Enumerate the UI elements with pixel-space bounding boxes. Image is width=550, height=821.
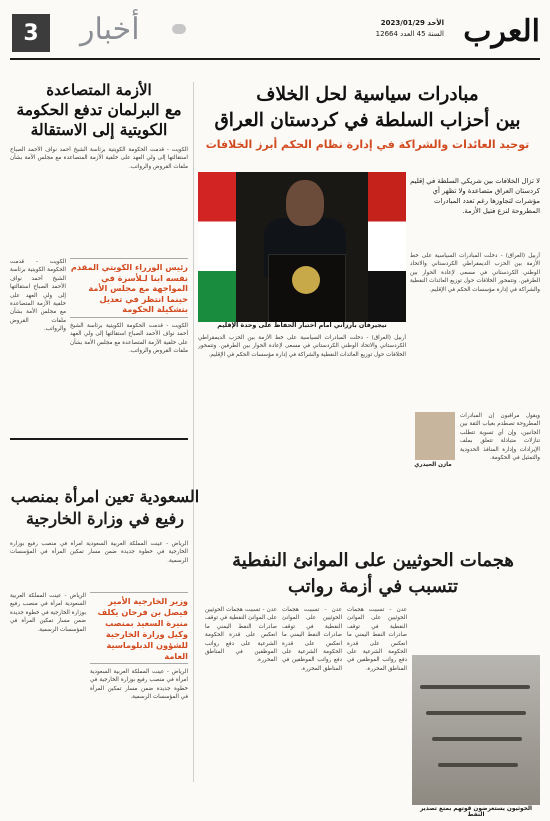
iraq-flag bbox=[368, 172, 406, 322]
houthi-body-3: عدن - تسببت هجمات الحوثيين على الموانئ النفطية في توقف صادرات النفط اليمني ما انعكس على قدرة الحكومة الشرعية على دفع رواتب الموظفين في المناطق المحررة. bbox=[347, 607, 407, 672]
emblem-icon bbox=[292, 266, 320, 294]
page-number: 3 bbox=[12, 14, 50, 52]
newspaper-logo: العرب bbox=[463, 14, 540, 49]
houthi-photo-caption: الحوثيون يستعرضون قوتهم بمنع تصدير النفط bbox=[419, 806, 533, 818]
lead-headline bbox=[195, 82, 540, 151]
saudi-body-3: الرياض - عينت المملكة العربية السعودية امرأة في منصب رفيع بوزارة الخارجية في خطوة جديدة ضمن مسار تمكين المرأة في المؤسسات الرسمية. bbox=[90, 669, 188, 701]
kuwait-kicker: الأزمة المتصاعدة bbox=[46, 81, 152, 99]
section-divider bbox=[10, 438, 188, 440]
lead-body-column-2: ويقول مراقبون إن المبادرات المطروحة تصطدم بغياب الثقة بين الجانبين، وإن أي تسوية تتطلب تنازلات متبادلة تتعلق بملف الإيرادات وإدارة المنافذ الحدودية والتمثيل في الحكومة. bbox=[460, 413, 540, 462]
kuwait-body: الكويت - قدمت الحكومة الكويتية برئاسة الشيخ أحمد نواف الأحمد الصباح استقالتها إلى ولي العهد على خلفية الأزمة المتصاعدة مع مجلس الأمة بشأن ملفات القروض والرواتب. bbox=[10, 147, 188, 170]
houthi-headline-line-2: تتسبب في أزمة رواتب bbox=[287, 576, 459, 597]
kuwait-headline-line-1: مع البرلمان تدفع الحكومة bbox=[16, 100, 182, 119]
parade-row bbox=[426, 711, 526, 715]
issue-number: السنة 45 العدد 12664 bbox=[375, 30, 444, 38]
houthi-body-1: عدن - تسببت هجمات الحوثيين على الموانئ النفطية في توقف صادرات النفط اليمني ما انعكس على قدرة الحكومة الشرعية على دفع رواتب الموظفين في المناطق المحررة. bbox=[205, 607, 277, 664]
kuwait-headline-line-2: الكويتية إلى الاستقالة bbox=[30, 120, 168, 139]
lead-intro: لا تزال الخلافات بين شريكي السلطة في إقليم كردستان العراق متصاعدة ولا تظهر أي مؤشرات لتجاوزها رغم تعدد المبادرات المطروحة لنزع فتيل الأزمة. bbox=[410, 177, 540, 215]
section-title: أخبار bbox=[80, 12, 140, 47]
lead-headline-line-2: بين أحزاب السلطة في كردستان العراق bbox=[214, 110, 521, 131]
masthead bbox=[10, 10, 540, 60]
issue-info bbox=[376, 18, 444, 40]
issue-date: الأحد 2023/01/29 bbox=[380, 19, 444, 27]
lead-subheadline: توحيد العائدات والشراكة في إدارة نظام الحكم أبرز الخلافات bbox=[205, 138, 530, 151]
parade-row bbox=[420, 685, 530, 689]
saudi-pullquote-text: وزير الخارجية الأمير فيصل بن فرحان يكلف منيرة السعيد بمنصب وكيل وزارة الخارجية للشؤون الدبلوماسية العامة bbox=[97, 596, 188, 661]
lead-headline-line-1: مبادرات سياسية لحل الخلاف bbox=[256, 84, 479, 105]
lead-body-column-3: أربيل (العراق) - دخلت المبادرات السياسية على خط الأزمة بين الحزب الديمقراطي الكردستاني والاتحاد الوطني الكردستاني في مسعى لإعادة الحوار بين الطرفين. وتتمحور الخلافات حول توزيع العائدات النفطية والشراكة في إدارة مؤسسات الحكم في الإقليم. bbox=[198, 335, 406, 358]
houthi-headline bbox=[205, 548, 541, 600]
kuwait-pullquote bbox=[70, 258, 188, 318]
kuwait-pullquote-text: رئيس الوزراء الكويتي المقدم نفسه ابنا لـلأسرة في المواجهة مع مجلس الأمة حينما انتظر في تعديل بتشكيلة الحكومة bbox=[70, 262, 188, 314]
saudi-body-2: الرياض - عينت المملكة العربية السعودية امرأة في منصب رفيع بوزارة الخارجية في خطوة جديدة ضمن مسار تمكين المرأة في المؤسسات الرسمية. bbox=[10, 593, 86, 633]
speaker-head bbox=[286, 180, 324, 226]
author-photo bbox=[415, 412, 455, 460]
saudi-headline-line-2: رفيع في وزارة الخارجية bbox=[26, 509, 184, 528]
kurdistan-flag bbox=[198, 172, 236, 322]
houthi-photo bbox=[412, 655, 540, 805]
saudi-headline bbox=[10, 486, 200, 530]
kuwait-headline bbox=[10, 80, 188, 140]
parade-row bbox=[438, 763, 518, 767]
column-divider bbox=[193, 82, 194, 782]
lead-photo-caption: نيجيرفان بارزاني أمام اختبار الحفاظ على وحدة الإقليم bbox=[217, 322, 387, 329]
saudi-pullquote bbox=[90, 592, 188, 664]
houthi-body-2: عدن - تسببت هجمات الحوثيين على الموانئ النفطية في توقف صادرات النفط اليمني ما انعكس على قدرة الحكومة الشرعية على دفع رواتب الموظفين في المناطق المحررة. bbox=[282, 607, 342, 672]
kuwait-body-3: الكويت - قدمت الحكومة الكويتية برئاسة الشيخ أحمد نواف الأحمد الصباح استقالتها إلى ولي العهد على خلفية الأزمة المتصاعدة مع مجلس الأمة بشأن ملفات القروض والرواتب. bbox=[70, 323, 188, 355]
author-name: مازن الحيدري bbox=[414, 462, 452, 468]
saudi-headline-line-1: السعودية تعين امرأة بمنصب bbox=[10, 487, 200, 506]
lead-photo bbox=[198, 172, 406, 322]
parade-row bbox=[432, 737, 522, 741]
lead-body-column-1: أربيل (العراق) - دخلت المبادرات السياسية على خط الأزمة بين الحزب الديمقراطي الكردستاني والاتحاد الوطني الكردستاني في مسعى لإعادة الحوار بين الطرفين. وتتمحور الخلافات حول توزيع العائدات النفطية والشراكة في إدارة مؤسسات الحكم في الإقليم. bbox=[410, 253, 540, 293]
speech-bubble-icon bbox=[172, 24, 186, 34]
kuwait-body-2: الكويت - قدمت الحكومة الكويتية برئاسة الشيخ أحمد نواف الأحمد الصباح استقالتها إلى ولي العهد على خلفية الأزمة المتصاعدة مع مجلس الأمة بشأن ملفات القروض والرواتب. bbox=[10, 259, 66, 333]
houthi-headline-line-1: هجمات الحوثيين على الموانئ النفطية bbox=[232, 550, 514, 571]
saudi-body: الرياض - عينت المملكة العربية السعودية امرأة في منصب رفيع بوزارة الخارجية في خطوة جديدة ضمن مسار تمكين المرأة في المؤسسات الرسمية. bbox=[10, 541, 188, 564]
